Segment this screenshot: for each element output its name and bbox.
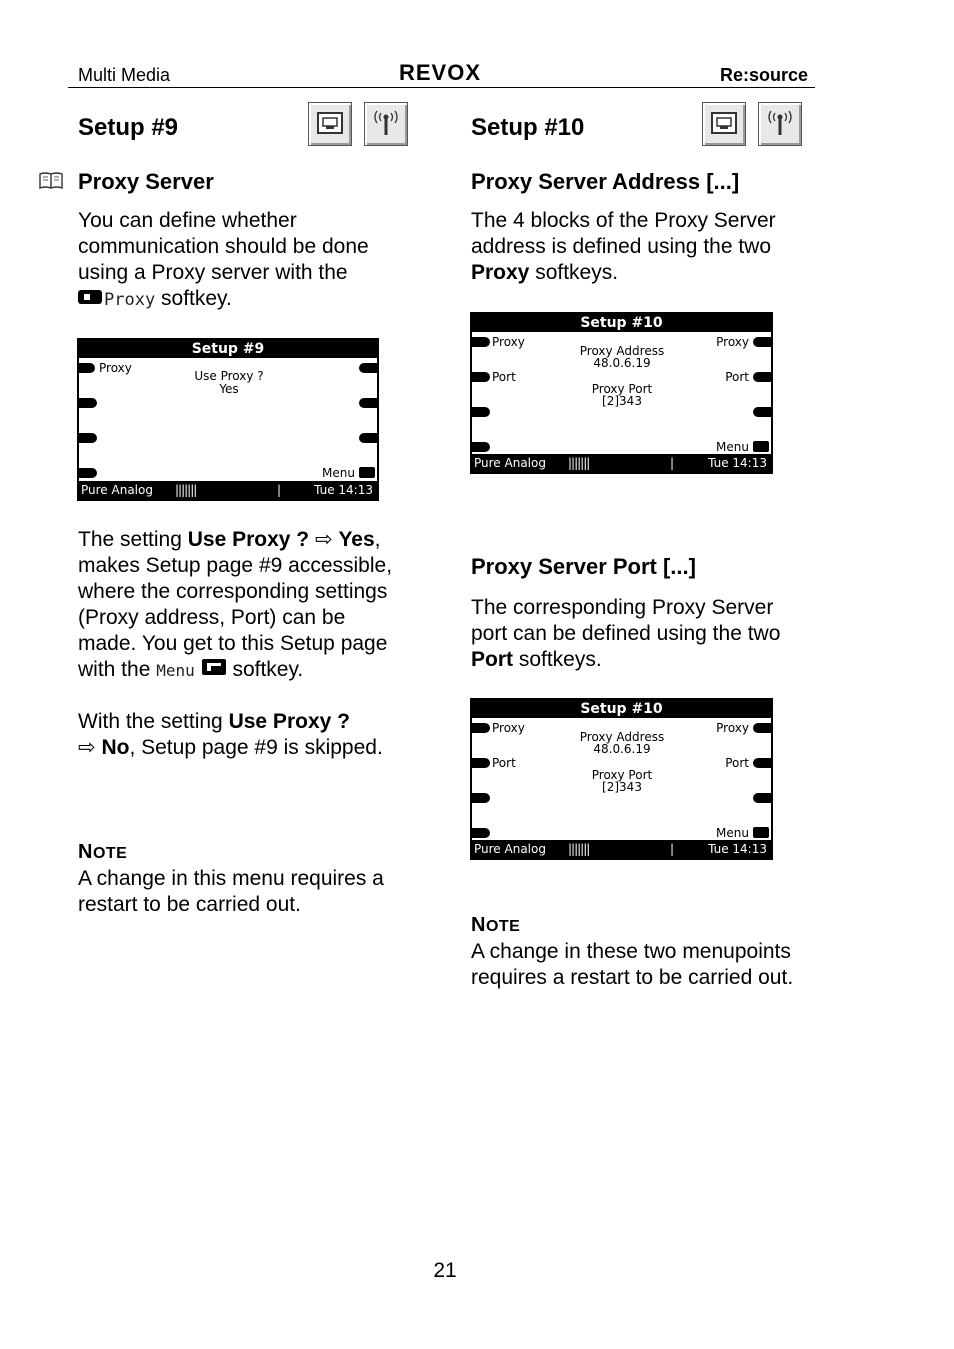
setting-name: Use Proxy ? bbox=[187, 528, 310, 551]
softkey-right-3[interactable] bbox=[753, 407, 771, 417]
screen-right-key1-label: Proxy bbox=[716, 335, 749, 349]
intro-line: communication should be done bbox=[78, 235, 369, 258]
use-proxy-yes-paragraph bbox=[78, 527, 418, 684]
para-text: address is defined using the two bbox=[471, 235, 772, 258]
softkey-right-2[interactable] bbox=[359, 398, 377, 408]
header-divider bbox=[68, 87, 815, 88]
menu-softkey-icon[interactable] bbox=[753, 827, 769, 838]
wireless-antenna-icon bbox=[758, 102, 802, 146]
para-text: The corresponding Proxy Server bbox=[471, 596, 774, 619]
status-divider-icon: | bbox=[670, 842, 675, 856]
setup10-screen-address bbox=[470, 312, 773, 474]
para-text: softkeys. bbox=[513, 648, 602, 671]
para-text: The setting bbox=[78, 528, 182, 551]
note-heading bbox=[78, 841, 127, 864]
softkey-name: Proxy bbox=[471, 261, 530, 284]
screen-left-key2-label: Port bbox=[492, 756, 516, 770]
screen-addr-label: Proxy Address bbox=[579, 730, 665, 744]
note-heading-rest: OTE bbox=[485, 918, 521, 935]
softkey-right-3[interactable] bbox=[359, 433, 377, 443]
status-source: Pure Analog bbox=[474, 842, 546, 856]
svg-text:REVOX: REVOX bbox=[398, 60, 482, 84]
softkey-left-2[interactable] bbox=[79, 398, 97, 408]
proxy-server-heading: Proxy Server bbox=[78, 169, 214, 194]
intro-softkey-line bbox=[78, 286, 418, 313]
intro-line: using a Proxy server with the bbox=[78, 261, 348, 284]
para-text: , bbox=[374, 528, 381, 551]
screen-title: Setup #10 bbox=[472, 700, 771, 718]
note-line: A change in this menu requires a bbox=[78, 867, 384, 890]
arrow-icon: ⇨ bbox=[314, 528, 333, 551]
arrow-icon: ⇨ bbox=[78, 736, 96, 759]
screen-port-label: Proxy Port bbox=[591, 768, 653, 782]
screen-menu-label: Menu bbox=[716, 826, 749, 840]
softkey-left-1[interactable] bbox=[79, 363, 95, 373]
wireless-antenna-icon bbox=[364, 102, 408, 146]
softkey-left-port[interactable] bbox=[472, 758, 490, 768]
softkey-right-port[interactable] bbox=[753, 758, 771, 768]
note-heading-rest: OTE bbox=[92, 845, 128, 862]
softkey-left-3[interactable] bbox=[472, 793, 490, 803]
menu-softkey-icon[interactable] bbox=[359, 467, 375, 478]
menu-softkey-icon[interactable] bbox=[753, 441, 769, 452]
softkey-left-4[interactable] bbox=[472, 442, 490, 452]
screen-title: Setup #9 bbox=[79, 340, 377, 358]
note-line: restart to be carried out. bbox=[78, 893, 301, 916]
level-meter-icon: ||||||| bbox=[175, 483, 197, 497]
lan-port-icon bbox=[702, 102, 746, 146]
screen-left-key1-label: Proxy bbox=[492, 335, 525, 349]
header-product-name: Re:source bbox=[719, 65, 808, 85]
softkey-right-proxy[interactable] bbox=[753, 723, 771, 733]
softkey-right-1[interactable] bbox=[359, 363, 377, 373]
screen-right-key1-label: Proxy bbox=[716, 721, 749, 735]
lan-port-icon bbox=[308, 102, 352, 146]
screen-right-key2-label: Port bbox=[725, 756, 749, 770]
level-meter-icon: ||||||| bbox=[568, 842, 590, 856]
note-line: requires a restart to be carried out. bbox=[471, 966, 794, 989]
para-text: softkeys. bbox=[529, 261, 619, 284]
para-text: (Proxy address, Port) can be bbox=[78, 606, 346, 629]
screen-status-bar bbox=[472, 454, 771, 472]
note-heading-initial: N bbox=[78, 841, 93, 863]
note-line: A change in these two menupoints bbox=[471, 940, 791, 963]
para-text: with the bbox=[78, 658, 151, 681]
softkey-left-3[interactable] bbox=[472, 407, 490, 417]
status-clock: Tue 14:13 bbox=[314, 483, 373, 497]
proxy-port-heading: Proxy Server Port [...] bbox=[471, 554, 696, 579]
screen-left-key2-label: Port bbox=[492, 370, 516, 384]
setup10-screen-port bbox=[470, 698, 773, 860]
screen-menu-label: Menu bbox=[716, 440, 749, 454]
note-body bbox=[78, 866, 418, 918]
softkey-name: Port bbox=[471, 648, 513, 671]
setting-name: Use Proxy ? bbox=[228, 710, 350, 733]
para-text: The 4 blocks of the Proxy Server bbox=[471, 209, 776, 232]
screen-center-line2: Yes bbox=[219, 382, 239, 396]
para-text: makes Setup page #9 accessible, bbox=[78, 554, 393, 577]
intro-tail: softkey. bbox=[161, 287, 232, 310]
screen-port-label: Proxy Port bbox=[591, 382, 653, 396]
proxy-address-body bbox=[471, 208, 821, 286]
status-divider-icon: | bbox=[670, 456, 675, 470]
setting-value: No bbox=[101, 736, 130, 759]
softkey-left-4[interactable] bbox=[472, 828, 490, 838]
screen-addr-value: 48.0.6.19 bbox=[593, 356, 651, 370]
status-source: Pure Analog bbox=[474, 456, 546, 470]
header-section-label: Multi Media bbox=[78, 65, 171, 85]
note-heading bbox=[471, 914, 520, 937]
screen-left-key-label: Proxy bbox=[99, 361, 132, 375]
softkey-left-port[interactable] bbox=[472, 372, 490, 382]
screen-menu-label: Menu bbox=[322, 466, 355, 480]
status-source: Pure Analog bbox=[81, 483, 153, 497]
softkey-left-proxy[interactable] bbox=[472, 337, 490, 347]
proxy-port-body bbox=[471, 595, 821, 673]
screen-addr-value: 48.0.6.19 bbox=[593, 742, 651, 756]
screen-port-value: [2]343 bbox=[602, 780, 642, 794]
level-meter-icon: ||||||| bbox=[568, 456, 590, 470]
setup9-title: Setup #9 bbox=[78, 114, 179, 141]
proxy-server-intro bbox=[78, 208, 418, 313]
status-divider-icon: | bbox=[277, 483, 282, 497]
menu-softkey-icon bbox=[201, 657, 227, 683]
note-heading-initial: N bbox=[471, 914, 486, 936]
page-number: 21 bbox=[433, 1259, 457, 1282]
screen-addr-label: Proxy Address bbox=[579, 344, 665, 358]
para-text: port can be defined using the two bbox=[471, 622, 781, 645]
note-body bbox=[471, 939, 831, 991]
para-text: , Setup page #9 is skipped. bbox=[129, 736, 383, 759]
book-icon bbox=[38, 171, 64, 196]
screen-status-bar bbox=[79, 481, 377, 499]
status-clock: Tue 14:13 bbox=[708, 456, 767, 470]
status-clock: Tue 14:13 bbox=[708, 842, 767, 856]
screen-right-key2-label: Port bbox=[725, 370, 749, 384]
revox-logo bbox=[390, 60, 490, 84]
proxy-softkey-label: Proxy bbox=[104, 290, 156, 310]
setup10-title: Setup #10 bbox=[471, 114, 585, 141]
screen-status-bar bbox=[472, 840, 771, 858]
softkey-left-4[interactable] bbox=[79, 468, 97, 478]
menu-softkey-label: Menu bbox=[156, 661, 195, 680]
proxy-address-heading: Proxy Server Address [...] bbox=[471, 169, 740, 194]
screen-port-value: [2]343 bbox=[602, 394, 642, 408]
softkey-right-3[interactable] bbox=[753, 793, 771, 803]
screen-left-key1-label: Proxy bbox=[492, 721, 525, 735]
screen-center-line1: Use Proxy ? bbox=[194, 369, 264, 383]
softkey-left-3[interactable] bbox=[79, 433, 97, 443]
para-text: where the corresponding settings bbox=[78, 580, 388, 603]
softkey-tab-icon bbox=[78, 286, 104, 312]
intro-line: You can define whether bbox=[78, 209, 297, 232]
use-proxy-no-paragraph bbox=[78, 709, 418, 761]
setup9-screen bbox=[77, 338, 379, 501]
softkey-left-proxy[interactable] bbox=[472, 723, 490, 733]
setting-value: Yes bbox=[338, 528, 375, 551]
screen-title: Setup #10 bbox=[472, 314, 771, 332]
softkey-right-proxy[interactable] bbox=[753, 337, 771, 347]
para-text: softkey. bbox=[232, 658, 304, 681]
para-text: made. You get to this Setup page bbox=[78, 632, 388, 655]
softkey-right-port[interactable] bbox=[753, 372, 771, 382]
para-text: With the setting bbox=[78, 710, 223, 733]
